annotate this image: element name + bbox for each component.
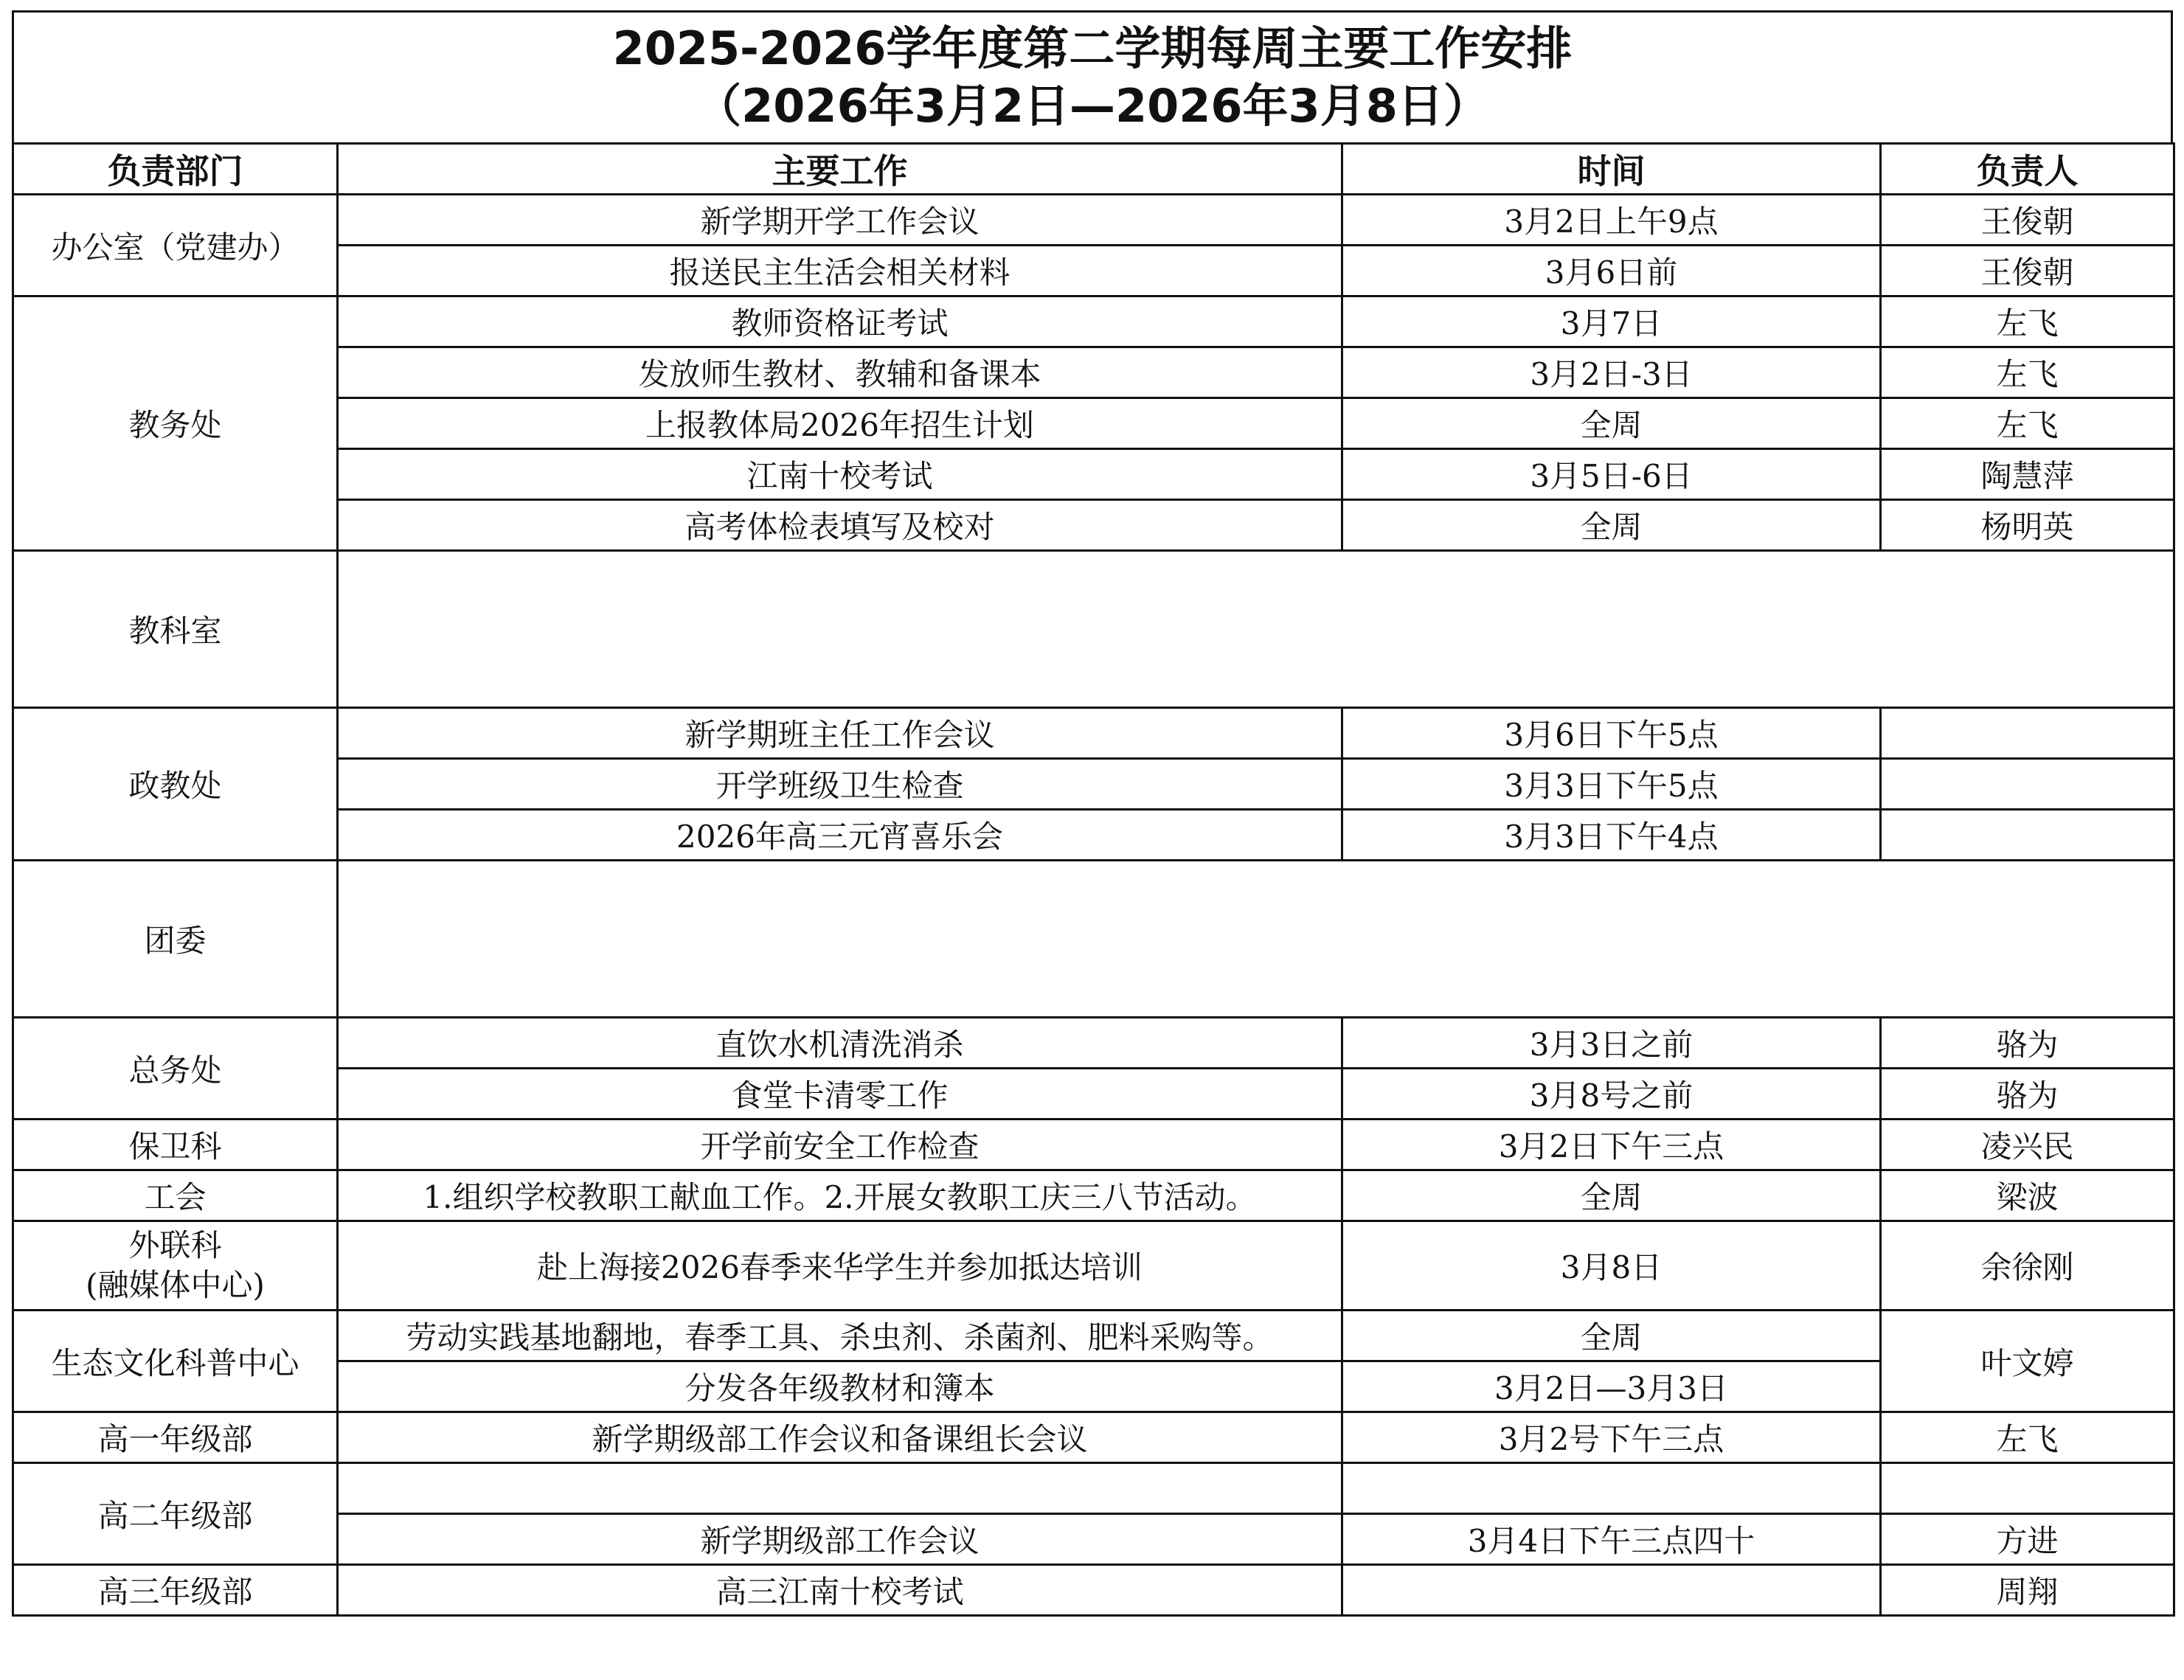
table-row [13, 810, 2174, 861]
table-row [13, 551, 2174, 708]
time-cell: 全周 [1342, 1311, 1881, 1361]
table-row [13, 1221, 2174, 1311]
table-row [13, 1018, 2174, 1069]
department-cell: 团委 [13, 861, 338, 1018]
time-cell: 全周 [1342, 1170, 1881, 1221]
table-row [13, 1412, 2174, 1463]
table-row [13, 195, 2174, 246]
table-row [13, 500, 2174, 551]
empty-merged-cell [338, 551, 2174, 708]
department-cell [13, 1221, 338, 1311]
table-row [13, 246, 2174, 296]
table-row [13, 1069, 2174, 1120]
department-cell: 生态文化科普中心 [13, 1311, 338, 1412]
department-cell: 教务处 [13, 296, 338, 551]
table-row [13, 1361, 2174, 1412]
time-cell: 3月8日 [1342, 1221, 1881, 1311]
table-row [13, 449, 2174, 500]
department-subname: (融媒体中心) [86, 1267, 265, 1303]
time-cell: 3月2日上午9点 [1342, 195, 1881, 246]
person-cell: 左飞 [1881, 398, 2174, 449]
time-cell: 3月5日-6日 [1342, 449, 1881, 500]
department-cell: 工会 [13, 1170, 338, 1221]
department-cell: 总务处 [13, 1018, 338, 1120]
header-person: 负责人 [1881, 144, 2174, 195]
schedule-sheet [12, 10, 2173, 1617]
time-cell: 3月2日—3月3日 [1342, 1361, 1881, 1412]
person-cell: 余徐刚 [1881, 1221, 2174, 1311]
work-cell: 高三江南十校考试 [338, 1565, 1342, 1616]
empty-merged-cell [338, 861, 2174, 1018]
work-cell: 新学期级部工作会议 [338, 1514, 1342, 1565]
header-row [13, 144, 2174, 195]
schedule-table [12, 142, 2175, 1617]
work-cell: 发放师生教材、教辅和备课本 [338, 347, 1342, 398]
person-cell: 周翔 [1881, 1565, 2174, 1616]
work-cell: 开学前安全工作检查 [338, 1120, 1342, 1170]
table-row [13, 708, 2174, 759]
title-box [12, 10, 2173, 142]
department-cell: 教科室 [13, 551, 338, 708]
department-cell: 保卫科 [13, 1120, 338, 1170]
table-row [13, 1311, 2174, 1361]
table-row [13, 296, 2174, 347]
department-cell: 高三年级部 [13, 1565, 338, 1616]
time-cell: 3月6日下午5点 [1342, 708, 1881, 759]
header-main-work: 主要工作 [338, 144, 1342, 195]
time-cell: 3月2号下午三点 [1342, 1412, 1881, 1463]
time-cell: 3月3日下午4点 [1342, 810, 1881, 861]
time-cell: 3月8号之前 [1342, 1069, 1881, 1120]
person-cell: 王俊朝 [1881, 246, 2174, 296]
header-time: 时间 [1342, 144, 1881, 195]
work-cell: 赴上海接2026春季来华学生并参加抵达培训 [338, 1221, 1342, 1311]
table-row [13, 1463, 2174, 1514]
work-cell: 新学期开学工作会议 [338, 195, 1342, 246]
work-cell: 新学期级部工作会议和备课组长会议 [338, 1412, 1342, 1463]
time-cell: 3月4日下午三点四十 [1342, 1514, 1881, 1565]
time-cell: 3月6日前 [1342, 246, 1881, 296]
person-cell: 骆为 [1881, 1018, 2174, 1069]
person-cell [1881, 708, 2174, 759]
department-cell: 高一年级部 [13, 1412, 338, 1463]
person-cell: 陶慧萍 [1881, 449, 2174, 500]
department-cell: 政教处 [13, 708, 338, 861]
person-cell: 梁波 [1881, 1170, 2174, 1221]
person-cell: 方进 [1881, 1514, 2174, 1565]
person-cell: 凌兴民 [1881, 1120, 2174, 1170]
work-cell: 开学班级卫生检查 [338, 759, 1342, 810]
person-cell: 王俊朝 [1881, 195, 2174, 246]
work-cell: 上报教体局2026年招生计划 [338, 398, 1342, 449]
person-cell [1881, 1463, 2174, 1514]
department-name: 外联科 [128, 1227, 222, 1263]
table-row [13, 1514, 2174, 1565]
person-cell: 左飞 [1881, 296, 2174, 347]
work-cell: 1.组织学校教职工献血工作。2.开展女教职工庆三八节活动。 [338, 1170, 1342, 1221]
time-cell: 3月7日 [1342, 296, 1881, 347]
time-cell: 3月2日下午三点 [1342, 1120, 1881, 1170]
page-title: 2025-2026学年度第二学期每周主要工作安排 [612, 21, 1573, 75]
department-cell: 高二年级部 [13, 1463, 338, 1565]
work-cell [338, 1463, 1342, 1514]
work-cell: 江南十校考试 [338, 449, 1342, 500]
person-cell [1881, 810, 2174, 861]
time-cell: 全周 [1342, 500, 1881, 551]
person-cell: 左飞 [1881, 1412, 2174, 1463]
person-cell: 骆为 [1881, 1069, 2174, 1120]
work-cell: 报送民主生活会相关材料 [338, 246, 1342, 296]
person-cell: 杨明英 [1881, 500, 2174, 551]
work-cell: 高考体检表填写及校对 [338, 500, 1342, 551]
date-range-subtitle: （2026年3月2日—2026年3月8日） [696, 79, 1489, 133]
work-cell: 2026年高三元宵喜乐会 [338, 810, 1342, 861]
header-department: 负责部门 [13, 144, 338, 195]
work-cell: 直饮水机清洗消杀 [338, 1018, 1342, 1069]
person-cell: 左飞 [1881, 347, 2174, 398]
work-cell: 分发各年级教材和簿本 [338, 1361, 1342, 1412]
work-cell: 新学期班主任工作会议 [338, 708, 1342, 759]
table-row [13, 347, 2174, 398]
table-row [13, 398, 2174, 449]
time-cell: 3月3日之前 [1342, 1018, 1881, 1069]
department-cell: 办公室（党建办） [13, 195, 338, 296]
table-row [13, 861, 2174, 1018]
table-row [13, 1120, 2174, 1170]
time-cell: 3月3日下午5点 [1342, 759, 1881, 810]
person-cell [1881, 759, 2174, 810]
time-cell: 全周 [1342, 398, 1881, 449]
table-row [13, 1565, 2174, 1616]
time-cell [1342, 1565, 1881, 1616]
work-cell: 劳动实践基地翻地，春季工具、杀虫剂、杀菌剂、肥料采购等。 [338, 1311, 1342, 1361]
person-cell: 叶文婷 [1881, 1311, 2174, 1412]
time-cell [1342, 1463, 1881, 1514]
work-cell: 教师资格证考试 [338, 296, 1342, 347]
time-cell: 3月2日-3日 [1342, 347, 1881, 398]
work-cell: 食堂卡清零工作 [338, 1069, 1342, 1120]
table-row [13, 759, 2174, 810]
table-row [13, 1170, 2174, 1221]
